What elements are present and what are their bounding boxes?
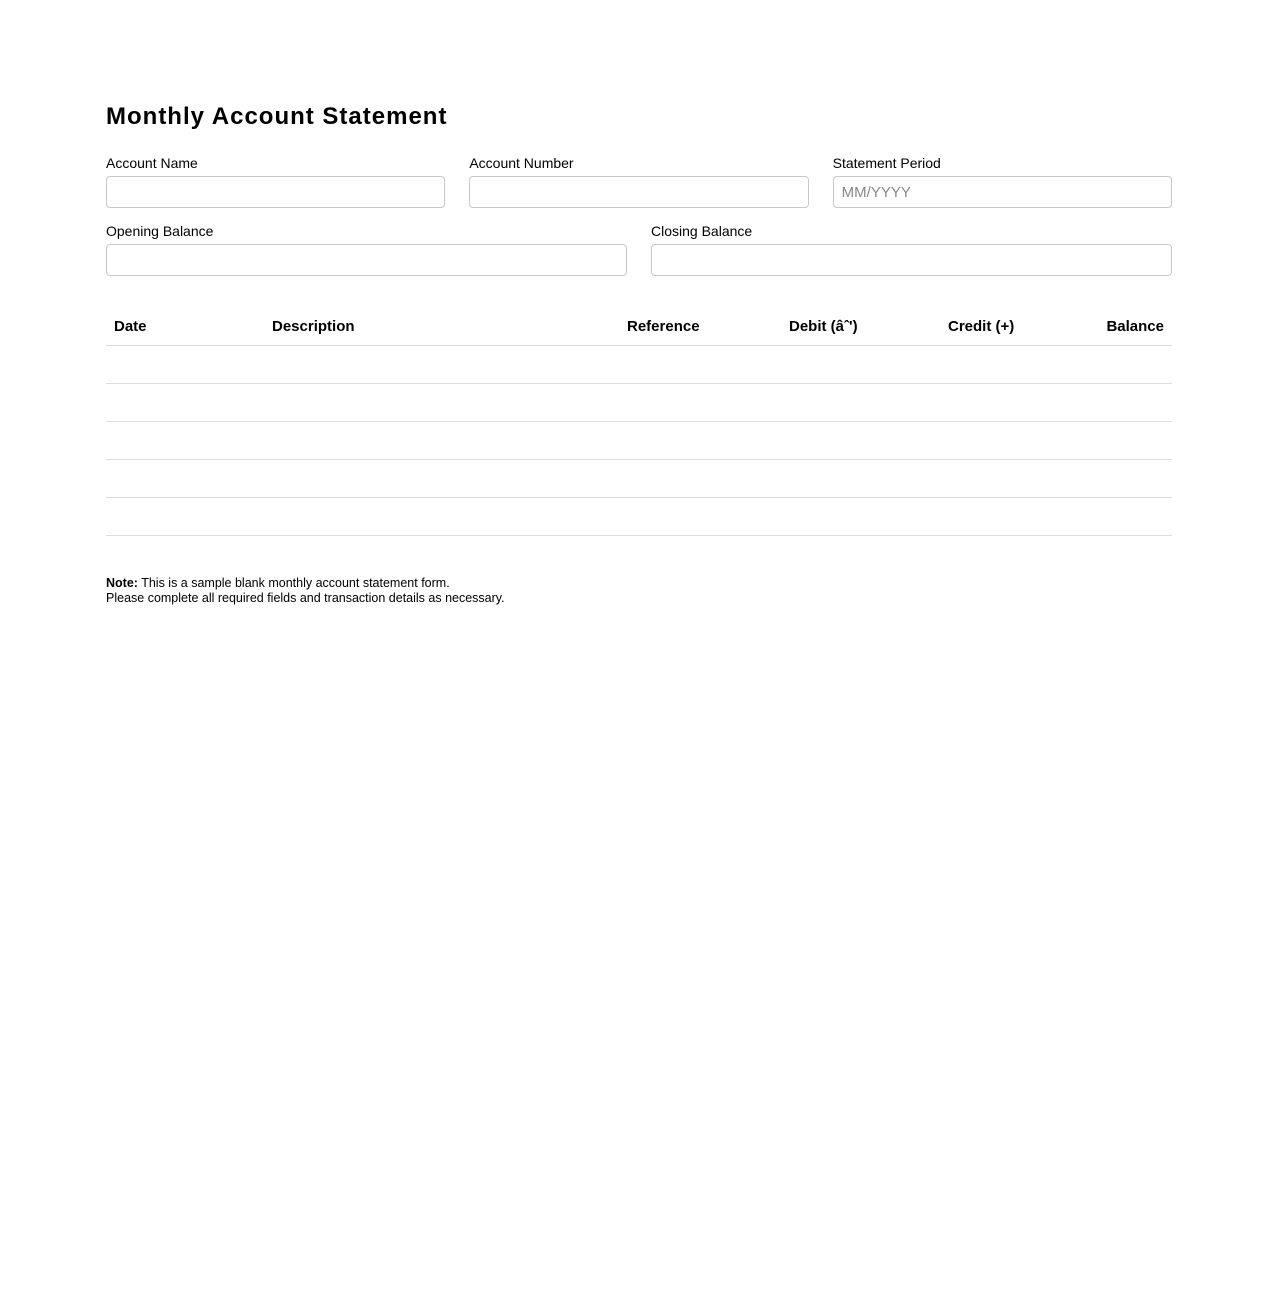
- header-reference: Reference: [619, 308, 781, 346]
- cell-description[interactable]: [264, 346, 619, 384]
- closing-balance-field: [651, 223, 1172, 276]
- transactions-table: [106, 308, 1172, 536]
- opening-balance-field: [106, 223, 627, 276]
- table-row: [106, 422, 1172, 460]
- cell-debit[interactable]: [781, 498, 940, 536]
- cell-date[interactable]: [106, 422, 264, 460]
- closing-balance-label: Closing Balance: [651, 223, 753, 239]
- cell-date[interactable]: [106, 498, 264, 536]
- note-line-1: This is a sample blank monthly account statement form.: [137, 576, 450, 590]
- cell-description[interactable]: [264, 460, 619, 498]
- balance-row: [106, 223, 1172, 276]
- account-number-input[interactable]: [469, 176, 808, 208]
- note-line-2: Please complete all required fields and transaction details as necessary.: [106, 591, 505, 605]
- cell-credit[interactable]: [940, 498, 1080, 536]
- cell-description[interactable]: [264, 384, 619, 422]
- account-name-label: Account Name: [106, 155, 198, 171]
- opening-balance-label: Opening Balance: [106, 223, 214, 239]
- cell-description[interactable]: [264, 498, 619, 536]
- header-credit: Credit (+): [940, 308, 1080, 346]
- table-header-row: [106, 308, 1172, 346]
- header-date: Date: [106, 308, 264, 346]
- cell-credit[interactable]: [940, 346, 1080, 384]
- statement-period-input[interactable]: [833, 176, 1172, 208]
- opening-balance-input[interactable]: [106, 244, 627, 276]
- cell-debit[interactable]: [781, 460, 940, 498]
- account-info-row: [106, 155, 1172, 208]
- account-name-field: [106, 155, 445, 208]
- header-balance: Balance: [1080, 308, 1172, 346]
- cell-date[interactable]: [106, 346, 264, 384]
- closing-balance-input[interactable]: [651, 244, 1172, 276]
- account-name-input[interactable]: [106, 176, 445, 208]
- cell-reference[interactable]: [619, 422, 781, 460]
- header-description: Description: [264, 308, 619, 346]
- page-title: Monthly Account Statement: [106, 103, 448, 130]
- cell-reference[interactable]: [619, 460, 781, 498]
- cell-reference[interactable]: [619, 384, 781, 422]
- table-row: [106, 460, 1172, 498]
- cell-debit[interactable]: [781, 346, 940, 384]
- cell-balance[interactable]: [1080, 384, 1172, 422]
- note-label: Note:: [106, 576, 138, 590]
- cell-balance[interactable]: [1080, 460, 1172, 498]
- cell-credit[interactable]: [940, 422, 1080, 460]
- cell-credit[interactable]: [940, 384, 1080, 422]
- table-row: [106, 498, 1172, 536]
- cell-balance[interactable]: [1080, 422, 1172, 460]
- account-number-label: Account Number: [469, 155, 574, 171]
- table-row: [106, 384, 1172, 422]
- table-row: [106, 346, 1172, 384]
- cell-debit[interactable]: [781, 384, 940, 422]
- cell-date[interactable]: [106, 384, 264, 422]
- header-debit: Debit (âˆ'): [781, 308, 940, 346]
- cell-description[interactable]: [264, 422, 619, 460]
- cell-reference[interactable]: [619, 346, 781, 384]
- statement-period-label: Statement Period: [832, 155, 941, 171]
- cell-reference[interactable]: [619, 498, 781, 536]
- note-text: [106, 576, 505, 606]
- statement-period-field: [833, 155, 1172, 208]
- cell-credit[interactable]: [940, 460, 1080, 498]
- cell-balance[interactable]: [1080, 498, 1172, 536]
- account-number-field: [469, 155, 808, 208]
- cell-date[interactable]: [106, 460, 264, 498]
- cell-balance[interactable]: [1080, 346, 1172, 384]
- cell-debit[interactable]: [781, 422, 940, 460]
